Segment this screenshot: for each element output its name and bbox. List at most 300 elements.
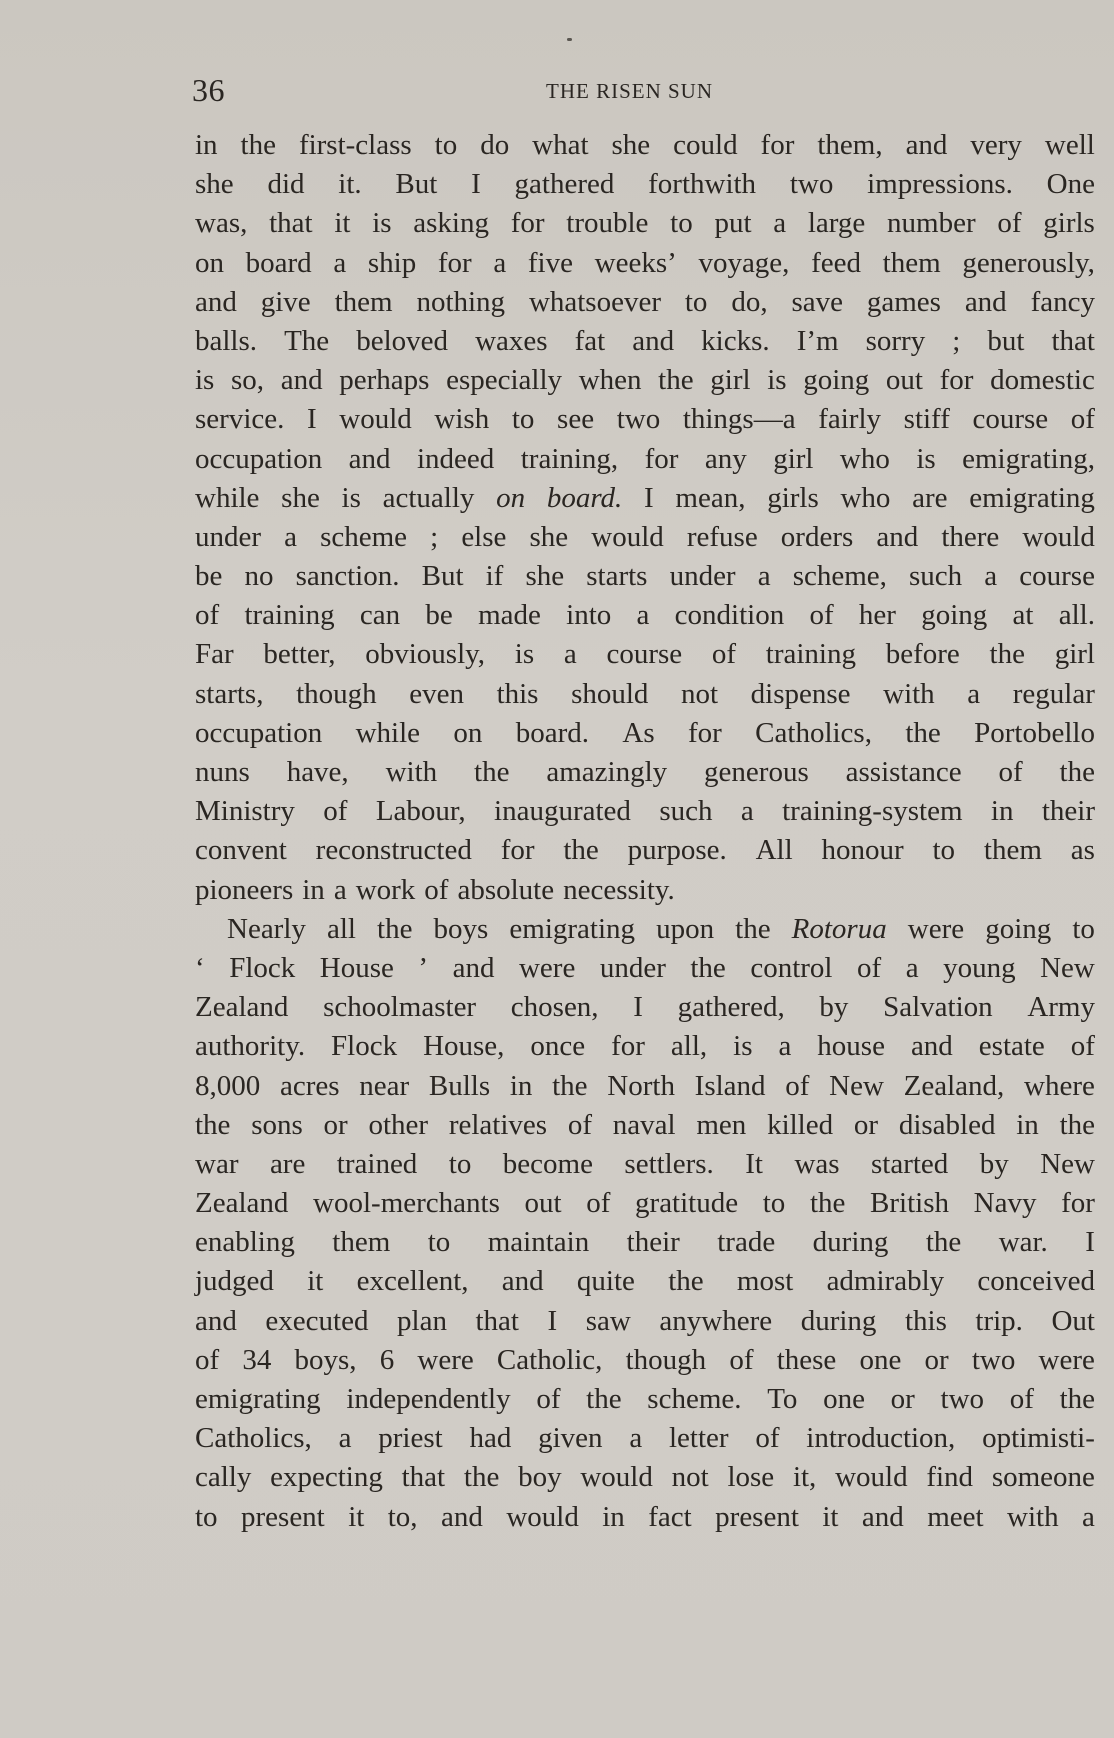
word: she [611, 129, 651, 161]
word: for [644, 442, 679, 475]
word: settlers. [624, 1147, 714, 1180]
word: Rotorua [791, 912, 887, 945]
word: stiff [903, 403, 950, 436]
word: House [319, 951, 394, 984]
word: I [644, 481, 654, 514]
word: board. [515, 716, 590, 749]
word: is [767, 364, 787, 397]
word: with [385, 756, 438, 788]
word: voyage, [698, 246, 790, 279]
word: was [794, 1147, 840, 1180]
word: Catholic, [496, 1343, 603, 1376]
word: girl [710, 364, 751, 397]
word: beloved [356, 324, 449, 357]
word: for [939, 364, 974, 397]
word: I [547, 1304, 558, 1337]
word: Out [1051, 1304, 1095, 1337]
word: and [632, 324, 675, 357]
word: a [773, 207, 787, 240]
word: Portobello [974, 716, 1095, 749]
word: Zealand [195, 1187, 289, 1220]
word: I [1085, 1226, 1095, 1259]
word: give [260, 285, 311, 318]
text-line [195, 1341, 1095, 1380]
word: of [536, 1383, 561, 1415]
word: a [778, 1030, 792, 1063]
word: who [840, 481, 891, 514]
word: Navy [973, 1187, 1037, 1220]
word: quite [576, 1265, 635, 1298]
word: admirably [826, 1265, 945, 1298]
word: amazingly [546, 756, 668, 788]
word: this [904, 1304, 947, 1337]
word: waxes [475, 324, 548, 357]
word: in [602, 1500, 625, 1533]
word: board. [546, 481, 623, 514]
text-line [195, 126, 1095, 165]
word: into [566, 599, 612, 632]
text-line [195, 1106, 1095, 1145]
word: schoolmaster [323, 991, 477, 1024]
text-line [195, 1498, 1095, 1537]
word: of [755, 1422, 780, 1455]
word: of [424, 873, 449, 906]
word: of [567, 1108, 593, 1141]
word: the [586, 1383, 622, 1415]
word: all. [1058, 599, 1095, 632]
word: a [984, 560, 998, 593]
word: for [500, 834, 535, 867]
word: Island [694, 1069, 766, 1102]
word: As [622, 716, 655, 749]
word: absolute [457, 873, 555, 906]
word: of [195, 599, 220, 632]
word: two [971, 1343, 1016, 1376]
word: Catholics, [755, 716, 872, 749]
word: in [1016, 1108, 1039, 1141]
word: going [921, 599, 988, 632]
word: and [452, 951, 495, 984]
word: emigrating [195, 1383, 321, 1415]
word: find [926, 1461, 974, 1494]
word: One [1046, 168, 1095, 201]
running-title: THE RISEN SUN [546, 79, 714, 103]
word: Far [195, 638, 234, 671]
word: is [514, 638, 535, 671]
text-line [195, 204, 1095, 243]
word: are [912, 481, 948, 514]
word: training, [520, 442, 619, 475]
word: on [453, 716, 483, 749]
word: in [990, 795, 1014, 828]
word: trained [336, 1147, 418, 1180]
word: scheme. [647, 1383, 742, 1415]
word: expecting [270, 1461, 383, 1494]
word: necessity. [563, 873, 675, 906]
word: before [885, 638, 960, 671]
word: Ministry [195, 795, 295, 828]
word: a [629, 1422, 643, 1455]
word: to [448, 1147, 472, 1180]
word: not [681, 677, 719, 710]
word: five [527, 246, 573, 279]
word: can [359, 599, 401, 632]
word: and [280, 364, 323, 397]
word: it, [792, 1461, 817, 1494]
word: of [997, 207, 1022, 240]
word: trip. [975, 1304, 1023, 1337]
word: going [803, 364, 870, 397]
word: in [302, 873, 325, 906]
word: for [1061, 1187, 1095, 1220]
word: to [511, 403, 535, 436]
word: authority. [195, 1030, 306, 1063]
text-line [195, 400, 1095, 439]
word: priest [378, 1422, 443, 1455]
word: the [1059, 756, 1095, 788]
word: for [611, 1030, 645, 1063]
word: while [355, 716, 421, 749]
word: emigrating [969, 481, 1095, 514]
text-line [195, 1262, 1095, 1301]
word: under [599, 951, 666, 984]
text-line [195, 283, 1095, 322]
text-line [195, 1223, 1095, 1262]
word: of [998, 756, 1023, 788]
word: at [1012, 599, 1034, 632]
word: excellent, [356, 1265, 469, 1298]
word: occupation [195, 716, 323, 749]
text-line [195, 753, 1095, 792]
text-line [195, 635, 1095, 674]
word: balls. [195, 324, 258, 357]
word: All [755, 834, 793, 867]
word: or [323, 1108, 348, 1141]
text-line [195, 1458, 1095, 1497]
word: all [326, 912, 356, 945]
word: of [729, 1343, 754, 1376]
word: especially [446, 364, 563, 397]
word: a [493, 246, 507, 279]
text-line [195, 322, 1095, 361]
word: young [943, 951, 1016, 984]
word: or [890, 1383, 915, 1415]
word: But [421, 560, 464, 593]
word: scheme, [792, 560, 887, 593]
word: of [1070, 1030, 1095, 1063]
word: a [338, 1422, 352, 1455]
word: boys [433, 912, 489, 945]
word: House, [423, 1030, 505, 1063]
word: fancy [1030, 285, 1095, 318]
word: refuse [686, 520, 758, 553]
text-line [195, 831, 1095, 870]
word: To [767, 1383, 798, 1415]
word: one [823, 1383, 865, 1415]
text-line [195, 557, 1095, 596]
word: well [1044, 129, 1095, 161]
word: Zealand, [903, 1069, 1005, 1102]
text-line [195, 675, 1095, 714]
word: of [1009, 1383, 1034, 1415]
word: one [859, 1343, 902, 1376]
word: sanction. [295, 560, 400, 593]
body-text [195, 126, 1095, 1537]
word: would [339, 403, 412, 436]
word: that [269, 207, 313, 240]
word: the [195, 1108, 231, 1141]
word: and [195, 285, 237, 318]
word: Zealand [195, 991, 289, 1024]
word: regular [1012, 677, 1095, 710]
word: with [1007, 1500, 1059, 1533]
word: killed [767, 1108, 834, 1141]
word: could [673, 129, 738, 161]
word: not [671, 1461, 709, 1494]
word: to [195, 1500, 218, 1533]
word: assistance [845, 756, 962, 788]
word: under [195, 520, 262, 553]
word: cally [195, 1461, 252, 1494]
word: acres [279, 1069, 340, 1102]
word: pioneers [195, 873, 294, 906]
text-line [195, 165, 1095, 204]
word: in [509, 1069, 533, 1102]
word: and [876, 520, 919, 553]
word: what [532, 129, 589, 161]
word: number [887, 207, 976, 240]
word: out [885, 364, 923, 397]
word: to [932, 834, 956, 867]
word: Flock [229, 951, 296, 984]
word: upon [656, 912, 715, 945]
word: wish [434, 403, 490, 436]
word: better, [263, 638, 336, 671]
word: forthwith [648, 168, 757, 201]
word: condition [674, 599, 785, 632]
word: asking [413, 207, 489, 240]
word: during [800, 1304, 877, 1337]
word: trouble [566, 207, 649, 240]
word: given [538, 1422, 603, 1455]
text-line [195, 518, 1095, 557]
word: work [355, 873, 416, 906]
word: the [463, 1461, 500, 1494]
word: the [240, 129, 276, 161]
word: her [858, 599, 896, 632]
word: would [591, 520, 664, 553]
text-line [195, 1419, 1095, 1458]
word: she [281, 481, 320, 514]
word: is [195, 364, 215, 397]
word: ‘ [195, 951, 205, 984]
word: is [916, 442, 936, 475]
word: saw [585, 1304, 631, 1337]
word: and [195, 1304, 237, 1337]
word: once [530, 1030, 586, 1063]
word: girls [767, 481, 819, 514]
word: started [871, 1147, 949, 1180]
word: the [668, 1265, 704, 1298]
word: games [866, 285, 941, 318]
word: the [552, 1069, 588, 1102]
text-line [195, 1302, 1095, 1341]
word: the [1059, 1383, 1095, 1415]
word: present [241, 1500, 325, 1533]
word: occupation [195, 442, 323, 475]
word: British [870, 1187, 949, 1220]
word: meet [927, 1500, 984, 1533]
word: that [401, 1461, 446, 1494]
word: kicks. [701, 324, 770, 357]
word: gratitude [635, 1187, 739, 1220]
word: most [736, 1265, 794, 1298]
word: near [359, 1069, 410, 1102]
word: have, [286, 756, 349, 788]
word: large [807, 207, 866, 240]
word: control [750, 951, 833, 984]
word: a [740, 795, 754, 828]
word: someone [991, 1461, 1095, 1494]
word: and [861, 1500, 904, 1533]
text-line [195, 910, 1095, 949]
word: she [529, 520, 569, 553]
word: girls [1043, 207, 1095, 240]
word: ; [952, 324, 961, 357]
word: she [195, 168, 234, 201]
word: girl [773, 442, 814, 475]
word: training-system [782, 795, 963, 828]
word: the [658, 364, 694, 397]
word: the [474, 756, 510, 788]
word: would [835, 1461, 908, 1494]
word: do [480, 129, 510, 161]
word: gathered, [677, 991, 785, 1024]
running-head [192, 70, 1092, 110]
text-line [195, 1145, 1095, 1184]
word: of [809, 599, 834, 632]
word: all, [670, 1030, 708, 1063]
word: I’m [796, 324, 839, 357]
word: things—a [682, 403, 796, 436]
word: did [267, 168, 305, 201]
word: would [1022, 520, 1095, 553]
word: 34 [242, 1343, 272, 1376]
word: even [409, 677, 464, 710]
word: it. [338, 168, 362, 201]
word: purpose. [627, 834, 727, 867]
word: no [244, 560, 274, 593]
word: the [1059, 1108, 1095, 1141]
word: it [334, 207, 351, 240]
word: Catholics, [195, 1422, 312, 1455]
word: But [395, 168, 438, 201]
word: war. [998, 1226, 1048, 1259]
word: It [745, 1147, 763, 1180]
word: fat [574, 324, 606, 357]
text-line [195, 792, 1095, 831]
word: such [909, 560, 963, 593]
word: and [348, 442, 391, 475]
word: that [1051, 324, 1095, 357]
word: New [829, 1069, 884, 1102]
text-line [195, 244, 1095, 283]
word: who [839, 442, 890, 475]
word: is [733, 1030, 753, 1063]
word: are [269, 1147, 306, 1180]
word: see [557, 403, 595, 436]
word: independently [346, 1383, 511, 1415]
word: scheme [320, 520, 408, 553]
word: made [478, 599, 541, 632]
word: service. [195, 403, 285, 436]
word: else [461, 520, 507, 553]
word: indeed [416, 442, 495, 475]
word: house [817, 1030, 885, 1063]
word: going [985, 912, 1052, 945]
word: feed [811, 246, 861, 279]
word: in [195, 129, 218, 161]
word: and [905, 129, 948, 161]
word: a [284, 520, 297, 553]
word: there [941, 520, 1000, 553]
word: them, [817, 129, 883, 161]
text-line [195, 361, 1095, 400]
word: them [882, 246, 941, 279]
word: is [372, 207, 392, 240]
word: and [964, 285, 1007, 318]
word: should [571, 677, 649, 710]
word: boys, [294, 1343, 357, 1376]
word: the [377, 912, 413, 945]
word: mean, [675, 481, 746, 514]
word: their [626, 1226, 680, 1259]
text-line [195, 871, 1095, 910]
word: conceived [977, 1265, 1095, 1298]
word: if [485, 560, 504, 593]
word: actually [382, 481, 475, 514]
word: the [925, 1226, 962, 1259]
word: course [1019, 560, 1095, 593]
word: would [580, 1461, 653, 1494]
text-line [195, 1380, 1095, 1419]
word: inaugurated [494, 795, 631, 828]
word: when [578, 364, 642, 397]
word: a [905, 951, 919, 984]
word: two [940, 1383, 985, 1415]
word: them [983, 834, 1042, 867]
word: boy [518, 1461, 562, 1494]
word: girl [1054, 638, 1095, 671]
word: she [525, 560, 565, 593]
word: were [518, 951, 576, 984]
word: two [616, 403, 661, 436]
word: on [195, 246, 224, 279]
word: anywhere [659, 1304, 773, 1337]
word: trade [717, 1226, 776, 1259]
word: though [625, 1343, 707, 1376]
word: of [857, 951, 882, 984]
word: Bulls [428, 1069, 491, 1102]
word: training [244, 599, 335, 632]
word: to [762, 1187, 786, 1220]
word: war [195, 1147, 239, 1180]
word: nuns [195, 756, 250, 788]
word: is [341, 481, 361, 514]
word: this [496, 677, 539, 710]
word: become [502, 1147, 593, 1180]
word: a [967, 677, 981, 710]
